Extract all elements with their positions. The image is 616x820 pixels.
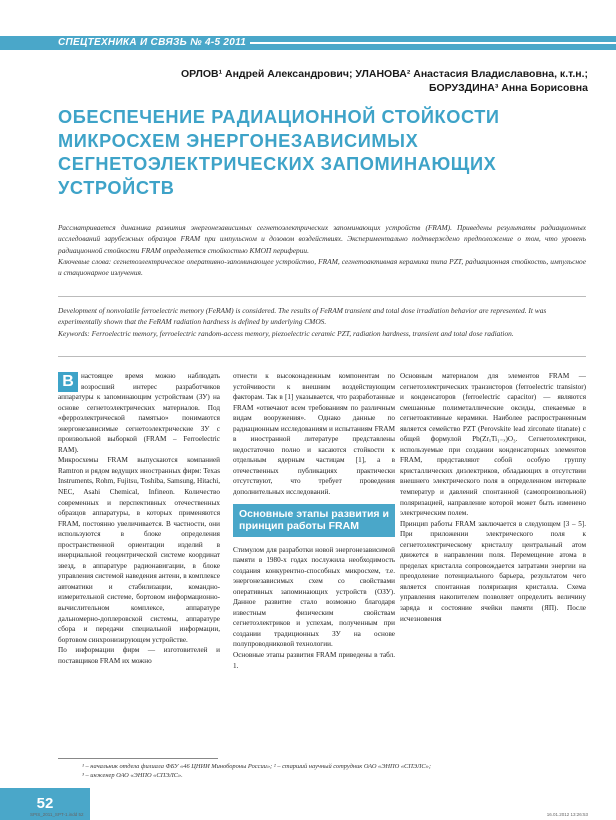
paragraph [58,371,220,455]
footnote-line-2: ³ – инженер ОАО «ЭНПО «СПЭЛС». [82,772,183,779]
authors-line-1: ОРЛОВ¹ Андрей Александрович; УЛАНОВА² Анастасия Владиславовна, к.т.н.; [180,68,588,80]
abstract-divider-top [58,296,586,297]
paragraph: Микросхемы FRAM выпускаются компанией Ramtron и рядом ведущих иностранных фирм: Texas Instruments, Rohm, Fujitsu, Toshiba, Samsung, Hitachi, NEC, Asahi Chemical, Infineon. Количество современных и перспективных отечественных образцов аппаратуры, в которых применяются FRAM, постоянно увеличивается. В частности, они используются в блоке определения пространственной ориентации изделий в инерциальной геоцентрической системе координат звезд, в аппаратуре радионавигации, в блоке управления системой наведения антенн, в комплексе автоматики и стабилизации, командно-измерительной системе, бортовом информационно-вычислительном комплексе, аппаратуре дальномерно-доплеровской системы, аппаратуре сбора и передачи специальной информации, бортовом синхронизирующем устройстве. [58,456,220,644]
paragraph: Основные этапы развития FRAM приведены в табл. 1. [233,651,395,670]
authors-line-2: БОРУЗДИНА³ Анна Борисовна [428,81,588,94]
section-heading: Основные этапы развития и принцип работы FRAM [233,504,395,537]
paragraph: Основным материалом для элементов FRAM — сегнетоэлектрических транзисторов (ferroelectric transistor) и конденсаторов (ferroelectric capacitor) — являются смешанные полиметаллические оксиды, спекаемые в сегнетоактивные керамики. Наиболее распространенным является семейство PZT (Perovskite lead zirconate titanate) с общей формулой Pb(ZrₓTi₁₋ₓ)O₃. Сегнетоэлектрики, используемые при создании конденсаторных элементов FRAM, представляют собой особую группу кристаллических диэлектриков, обладающих в отсутствии внешнего электрического поля в определенном интервале температур и давлений спонтанной (самопроизвольной) поляризацией, направление которой может быть изменено электрическим полем. [400,372,586,518]
body-column-3 [400,371,586,624]
abstract-en-keywords: Keywords: Ferroelectric memory, ferroelectric random-access memory, piezoelectric ceramic PZT, radiation hardness, transient and total dose radiation. [58,328,514,338]
paragraph-text: настоящее время можно наблюдать возросший интерес разработчиков аппаратуры к запоминающим устройствам (ЗУ) на основе сегнетоэлектрических материалов. Под «ферроэлектрической памятью» понимаются энергонезависимые сегнетоэлектрические ЗУ с произвольной выборкой (FRAM – Ferroelectric RAM). [58,372,220,454]
footnotes [82,762,586,780]
paragraph: По информации фирм — изготовителей и поставщиков FRAM их можно [58,646,220,665]
paragraph: Принцип работы FRAM заключается в следующем [3 – 5]. При приложении электрического поля к сегнетоэлектрическому кристаллу центральный атом движется в направлении поля. Перемещение атома в пределах кристалла сопровождается затратами энергии на преодоление потенциального барьера, результатом чего является спонтанная поляризация кристалла. Схема управления накопителем позволяет определить величину заряда и состояние ячейки памяти (ЯП). После исчезновения [400,519,586,623]
footnote-rule [58,758,218,759]
print-slug-date: 16.01.2012 13:26:53 [546,812,588,817]
article-title: ОБЕСПЕЧЕНИЕ РАДИАЦИОННОЙ СТОЙКОСТИ МИКРОСХЕМ ЭНЕРГОНЕЗАВИСИМЫХ СЕГНЕТОЭЛЕКТРИЧЕСКИХ ЗАПОМИНАЮЩИХ УСТРОЙСТВ [58,107,500,198]
abstract-divider-bottom [58,356,586,357]
footnote-line-1: ¹ – начальник отдела филиала ФБУ «46 ЦНИИ Минобороны России»; ² – старший научный сотрудник ОАО «ЭНПО «СПЭЛС»; [82,763,431,770]
header-stripe [250,42,616,44]
abstract-ru-text: Рассматривается динамика развития энергонезависимых сегнетоэлектрических запоминающих устройств (FRAM). Приведены результаты радиационных исследований зарубежных образцов FRAM при импульсном и дозовом воздействиях. Экспериментально подтверждено предположение о том, что уровень радиационной стойкости FRAM определяется стойкостью КМОП периферии. [58,223,586,255]
body-column-1 [58,371,220,666]
abstract-en [58,305,586,339]
abstract-ru [58,222,586,278]
drop-cap: В [58,372,78,392]
journal-header-bar [0,36,616,50]
paragraph: отнести к высоконадежным компонентам по устойчивости к внешним воздействующим факторам. Так в [1] указывается, что разработанные FRAM «отвечают всем требованиям по различным видам вооружения». Однако данные по радиационным исследованиям и испытаниям FRAM в иностранной литературе представлены недостаточно полно и касаются стойкости к отдельным ядерным частицам [1], а в отечественных публикациях практически отсутствуют, что требует проведения дополнительных исследований. [233,372,395,497]
paragraph: Стимулом для разработки новой энергонезависимой памяти в 1980-х годах послужила необходимость создания конкурентно-способных микросхем, т.е. энергонезависимых схем со свойствами оперативных запоминающих устройств (ОЗУ). Данное развитие стало возможно благодаря известным физическим свойствам сегнетоэлектриков и успехам, полученным при создании традиционных ЗУ на основе полупроводниковой технологии. [233,545,395,649]
print-slug-file: SPIS_2011_SPT-1.indd 52 [30,812,84,817]
abstract-ru-keywords: Ключевые слова: сегнетоэлектрическое оперативно-запоминающее устройство, FRAM, сегнетоактивная керамика типа PZT, радиационная стойкость, импульсное и стационарное излучения. [58,256,586,278]
abstract-en-text: Development of nonvolatile ferroelectric memory (FeRAM) is considered. The results of FeRAM transient and total dose irradiation behavior are represented. It was experimentally shown that the FeRAM radiation hardness is defined by underlying CMOS. [58,306,547,327]
journal-title: СПЕЦТЕХНИКА И СВЯЗЬ № 4-5 2011 [58,37,247,48]
authors [58,68,588,95]
page-number: 52 [0,788,90,820]
body-column-2 [233,371,395,671]
